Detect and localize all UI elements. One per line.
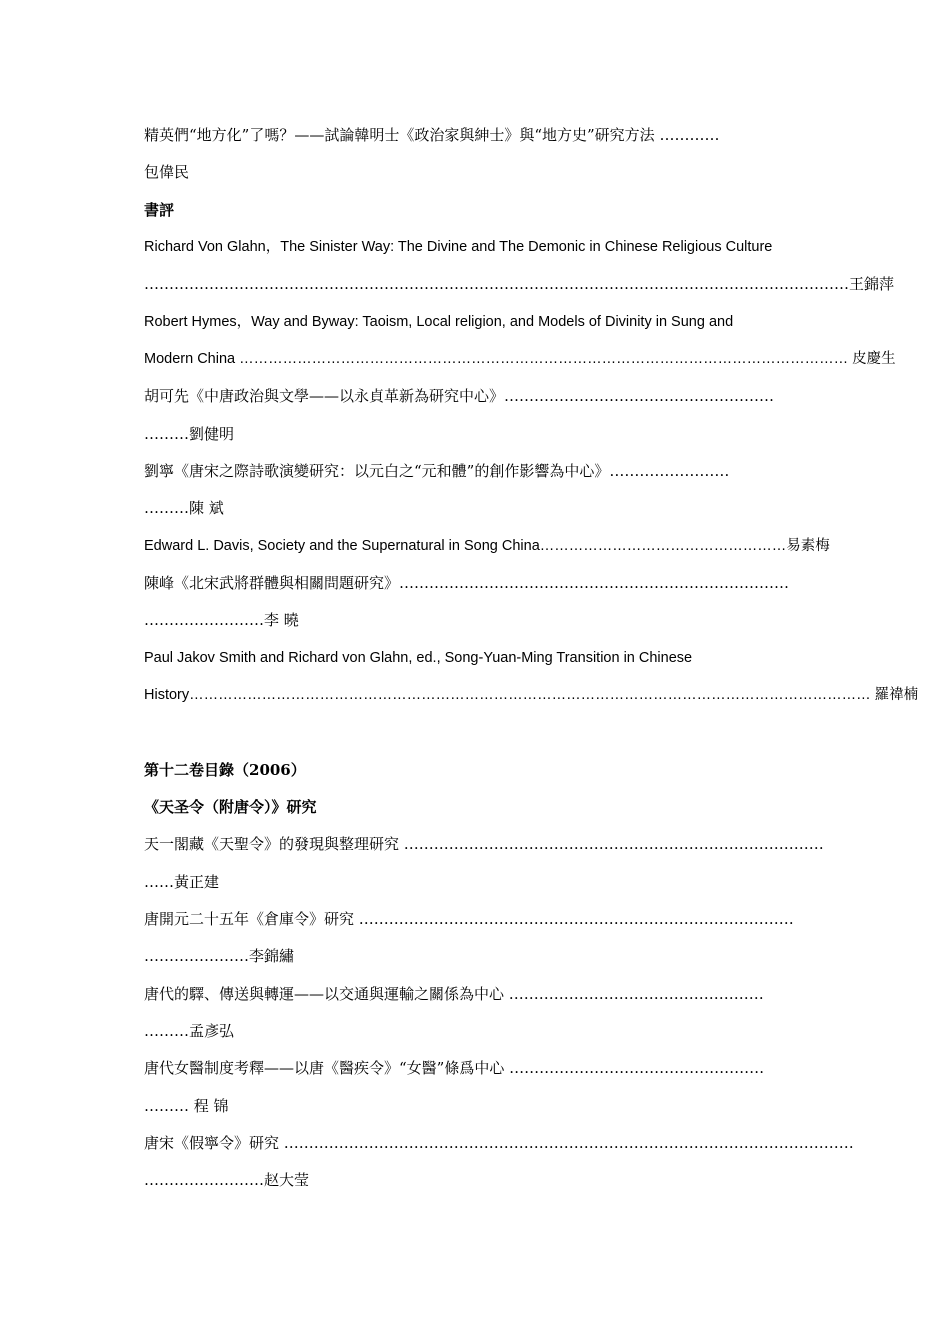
review-entry-leader-author: ………劉健明 — [144, 425, 235, 443]
article-entry-author: ……… 程 锦 — [144, 1097, 229, 1115]
review-entry-title: 劉寧《唐宋之際詩歌演變研究：以元白之“元和體”的創作影響為中心》…………………… — [144, 462, 730, 480]
review-entry-leader-author: Modern China ……………………………………………………………………………………………………………… 皮慶生 — [144, 351, 896, 367]
article-entry-author: ……………………赵大莹 — [144, 1171, 310, 1189]
article-entry-author: ……黃正建 — [144, 873, 220, 891]
review-entry-title: Paul Jakov Smith and Richard von Glahn, ed., Song-Yuan-Ming Transition in Chinese — [144, 650, 693, 666]
review-entry-title: 陳峰《北宋武將群體與相關問題研究》…………………………………………………………………… — [144, 574, 790, 592]
article-entry-title: 唐代的驛、傳送與轉運——以交通與運輸之關係為中心 …………………………………………… — [144, 985, 764, 1003]
review-entry-leader-author: ……………………………………………………………………………………………………………………………王錦萍 — [144, 275, 895, 293]
review-entry-title: Richard Von Glahn，The Sinister Way: The Divine and The Demonic in Chinese Religious Culture — [144, 239, 773, 255]
review-entry-title-author: Edward L. Davis, Society and the Supernatural in Song China……………………………………………易素梅 — [144, 538, 830, 554]
article-entry-title: 天一閣藏《天聖令》的發現與整理研究 ………………………………………………………………………… — [144, 835, 824, 853]
review-entry-leader-author: ……………………李 曉 — [144, 611, 299, 629]
review-entry-leader-author: ………陳 斌 — [144, 499, 224, 517]
section-heading-book-review: 書評 — [144, 201, 175, 219]
article-entry-title: 唐宋《假寧令》研究 …………………………………………………………………………………………………… — [144, 1134, 854, 1152]
article-entry-title: 唐代女醫制度考釋——以唐《醫疾令》“女醫”條爲中心 …………………………………………… — [144, 1059, 765, 1077]
review-entry-title: Robert Hymes，Way and Byway: Taoism, Local religion, and Models of Divinity in Sung and — [144, 314, 734, 330]
review-entry-title: 胡可先《中唐政治與文學——以永貞革新為研究中心》……………………………………………… — [144, 387, 775, 405]
toc-entry-author: 包偉民 — [144, 163, 190, 181]
article-entry-author: …………………李錦繡 — [144, 947, 295, 965]
toc-entry-title: 精英們“地方化”了嗎？——試論韓明士《政治家與紳士》與“地方史”研究方法 ………… — [144, 126, 720, 144]
volume-title: 第十二卷目錄（2006） — [144, 761, 306, 779]
volume-section-heading: 《天圣令（附唐令）》研究 — [144, 798, 317, 816]
review-entry-leader-author: History…………………………………………………………………………………………………………………………… 羅禕楠 — [144, 687, 919, 703]
article-entry-title: 唐開元二十五年《倉庫令》研究 …………………………………………………………………………… — [144, 910, 794, 928]
article-entry-author: ………孟彥弘 — [144, 1022, 235, 1040]
